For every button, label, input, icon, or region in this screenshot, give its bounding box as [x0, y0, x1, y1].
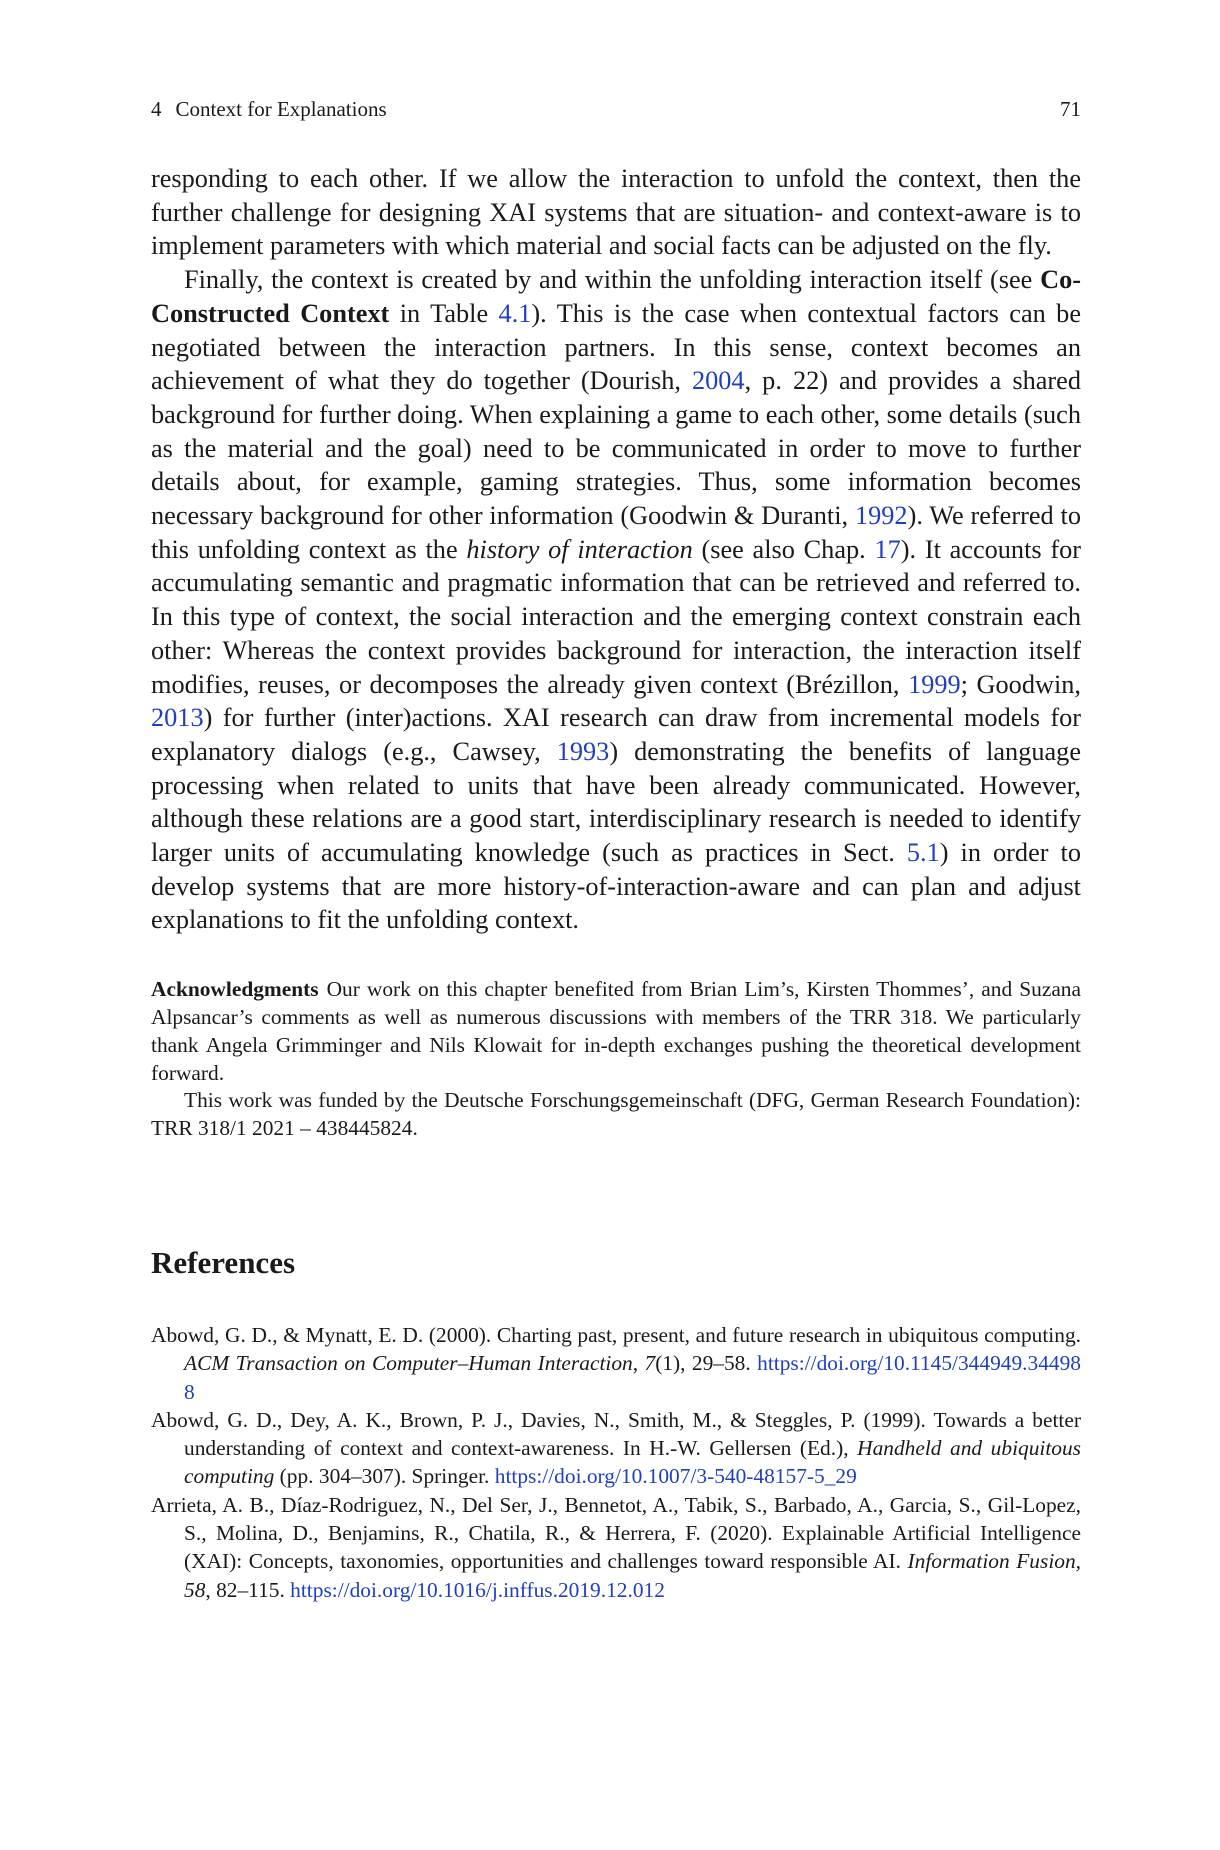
reference-authors: Abowd, G. D., & Mynatt, E. D. (2000). Charting past, present, and future research in ubiquitous computing. [151, 1322, 1081, 1347]
chapter-link[interactable]: 17 [874, 534, 901, 564]
running-head-left [151, 96, 387, 122]
text-segment: ) for further (inter)actions. XAI research can draw from incremental models for explanatory dialogs (e.g., Cawsey, [151, 703, 1081, 766]
paragraph-1: responding to each other. If we allow the interaction to unfold the context, then the further challenge for designing XAI systems that are situation- and context-aware is to implement parameters with which material and social facts can be adjusted on the fly. [151, 164, 1081, 261]
reference-authors: Arrieta, A. B., Díaz-Rodriguez, N., Del Ser, J., Bennetot, A., Tabik, S., Barbado, A., Garcia, S., Gil-Lopez, S., Molina, D., Benjamins, R., Chatila, R., & Herrera, F. (2020). Explainable Artificial Intelligence (XAI): Concepts, taxonomies, opportunities and challenges toward responsible AI. [151, 1492, 1081, 1574]
funding-statement: This work was funded by the Deutsche Forschungsgemeinschaft (DFG, German Research Foundation): TRR 318/1 2021 – 438445824. [151, 1088, 1081, 1141]
reference-journal: ACM Transaction on Computer–Human Interaction, 7 [184, 1351, 656, 1376]
acknowledgments-heading: Acknowledgments [151, 977, 319, 1002]
reference-details: (pp. 304–307). Springer. [274, 1464, 495, 1489]
bold-term: Co-Constructed Context [151, 265, 1081, 328]
italic-term: history of interaction [466, 534, 693, 564]
reference-details: , 82–115. [205, 1577, 291, 1602]
chapter-title: Context for Explanations [175, 97, 387, 121]
citation-link-goodwin-1992[interactable]: 1992 [854, 501, 908, 531]
text-segment: ) in order to develop systems that are more history-of-interaction-aware and can plan and adjust explanations to fit the unfolding context. [151, 838, 1081, 935]
reference-journal: Information Fusion, 58 [184, 1549, 1081, 1602]
text-segment: Finally, the context is created by and within the unfolding interaction itself (see [184, 265, 1041, 295]
reference-details: (1), 29–58. [655, 1351, 758, 1376]
section-link[interactable]: 5.1 [906, 838, 940, 868]
citation-link-dourish-2004[interactable]: 2004 [691, 366, 745, 396]
doi-link[interactable]: https://doi.org/10.1016/j.inffus.2019.12.012 [290, 1577, 665, 1602]
reference-journal: Handheld and ubiquitous computing [184, 1436, 1082, 1489]
reference-item [151, 1491, 1081, 1604]
page [151, 96, 1081, 1604]
text-segment: ). We referred to this unfolding context as the [151, 501, 1081, 564]
text-segment: , p. 22) and provides a shared background for further doing. When explaining a game to each other, some details (such as the material and the goal) need to be communicated in order to move to further details about, for example, gaming strategies. Thus, some information becomes necessary background for other information (Goodwin & Duranti, [151, 366, 1081, 531]
text-segment: ). This is the case when contextual factors can be negotiated between the interaction partners. In this sense, context becomes an achievement of what they do together (Dourish, [151, 298, 1081, 396]
doi-link[interactable]: https://doi.org/10.1145/344949.344988 [184, 1351, 1081, 1404]
acknowledgments-text: Our work on this chapter benefited from Brian Lim’s, Kirsten Thommes’, and Suzana Alpsancar’s comments as well as numerous discussions with members of the TRR 318. We particularly thank Angela Grimminger and Nils Klowait for in-depth exchanges pushing the theoretical development forward. [151, 977, 1081, 1085]
acknowledgments-paragraph-1 [151, 976, 1081, 1087]
text-segment: ). It accounts for accumulating semantic and pragmatic information that can be retrieved and referred to. In this type of context, the social interaction and the emerging context constrain each other: Whereas the context provides background for interaction, the interaction itself modifies, reuses, or decomposes the already given context (Brézillon, [151, 534, 1082, 699]
text-segment: ) demonstrating the benefits of language processing when related to units that have been already communicated. However, although these relations are a good start, interdisciplinary research is needed to identify larger units of accumulating knowledge (such as practices in Sect. [151, 736, 1081, 868]
text-segment: in Table [389, 298, 499, 328]
reference-item [151, 1321, 1081, 1406]
references-heading: References [151, 1244, 296, 1280]
acknowledgments [151, 976, 1081, 1143]
reference-authors: Abowd, G. D., Dey, A. K., Brown, P. J., Davies, N., Smith, M., & Steggles, P. (1999). Towards a better understanding of context and context-awareness. In H.-W. Gellersen (Ed.), [151, 1407, 1081, 1461]
citation-link-brezillon-1999[interactable]: 1999 [908, 669, 961, 699]
text-segment: (see also Chap. [692, 534, 875, 564]
body-text [151, 162, 1081, 937]
table-link[interactable]: 4.1 [498, 298, 532, 328]
citation-link-cawsey-1993[interactable]: 1993 [556, 736, 610, 766]
doi-link[interactable]: https://doi.org/10.1007/3-540-48157-5_29 [494, 1464, 857, 1489]
reference-item [151, 1406, 1081, 1491]
text-segment: ; Goodwin, [960, 669, 1081, 699]
paragraph-2 [151, 263, 1081, 937]
reference-list [151, 1321, 1081, 1604]
chapter-number: 4 [151, 97, 162, 121]
running-head [151, 96, 1081, 122]
page-number: 71 [1060, 97, 1081, 121]
citation-link-goodwin-2013[interactable]: 2013 [151, 703, 204, 733]
